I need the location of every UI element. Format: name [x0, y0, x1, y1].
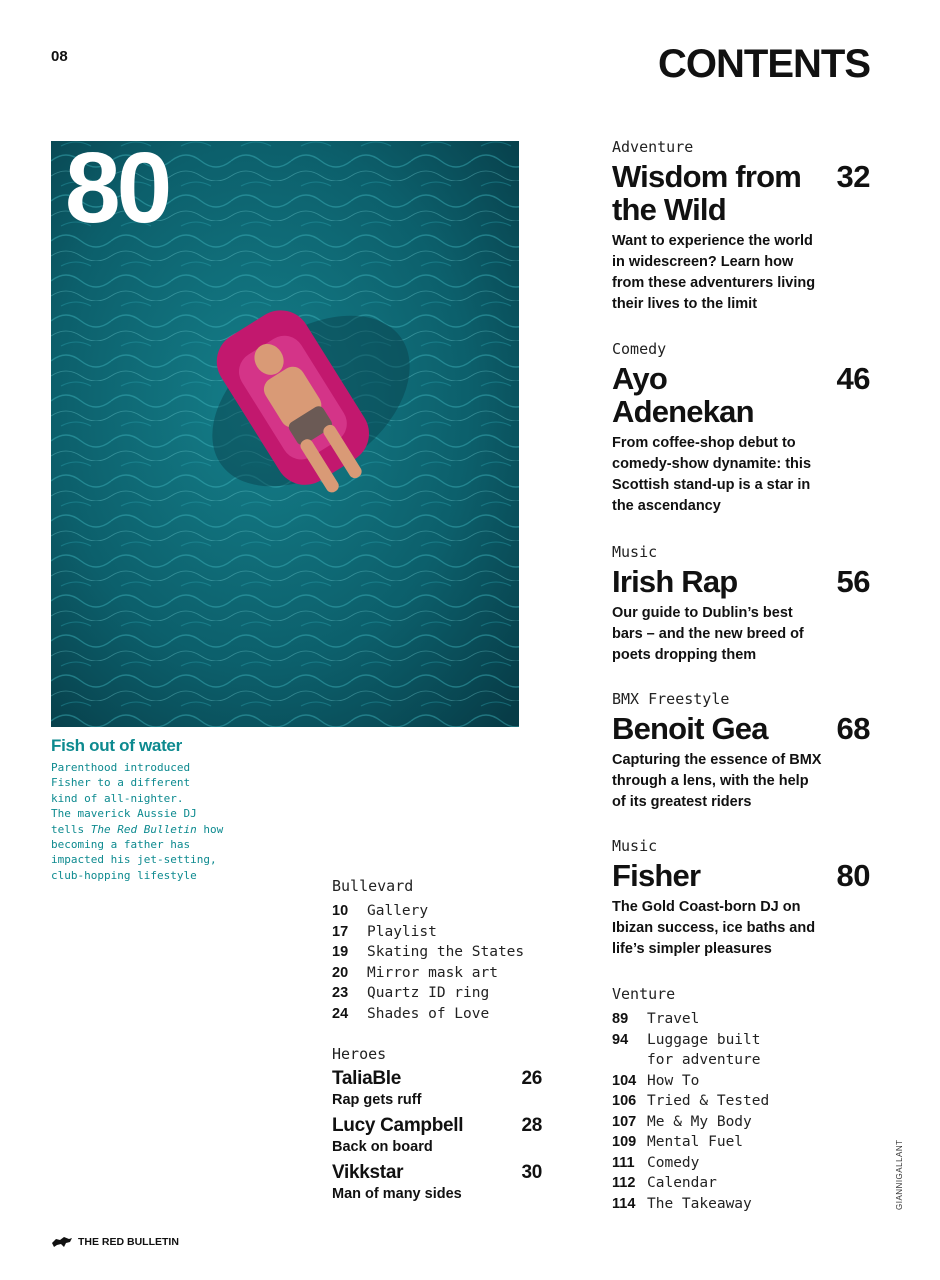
feature-category: Music — [612, 543, 658, 561]
venture-section — [612, 985, 862, 1214]
list-num: 112 — [612, 1175, 636, 1191]
list-label: Skating the States — [367, 944, 525, 960]
feature-2[interactable] — [612, 543, 870, 666]
list-item[interactable] — [612, 1009, 862, 1030]
hero-item[interactable] — [332, 1162, 542, 1204]
hero-sub: Back on board — [332, 1139, 433, 1155]
list-item[interactable] — [332, 983, 542, 1004]
list-label: Gallery — [367, 903, 429, 919]
list-label: Comedy — [647, 1154, 700, 1171]
feature-page: 46 — [836, 361, 870, 396]
list-num: 94 — [612, 1031, 629, 1048]
lead-caption-post: how becoming a father has impacted his jet-setting, club-hopping lifestyle — [51, 822, 224, 882]
list-label: Tried & Tested — [647, 1093, 770, 1109]
feature-category: Comedy — [612, 340, 667, 358]
list-num: 114 — [612, 1195, 636, 1212]
list-label: Luggage built for adventure — [647, 1031, 761, 1068]
feature-title: Ayo Adenekan — [612, 361, 754, 429]
hero-name: Lucy Campbell — [332, 1115, 464, 1136]
list-num: 20 — [332, 964, 349, 981]
lead-page-number: 80 — [65, 141, 169, 244]
bullevard-heading: Bullevard — [332, 877, 414, 895]
feature-page: 32 — [836, 159, 870, 194]
list-label: Me & My Body — [647, 1113, 752, 1130]
lead-caption-pre: Parenthood introduced Fisher to a different kind of all-nighter. The maverick Aussie DJ tells — [51, 761, 197, 836]
list-item[interactable] — [332, 922, 542, 943]
feature-desc: From coffee-shop debut to comedy-show dynamite: this Scottish stand-up is a star in the ascendancy — [612, 435, 812, 514]
list-num: 89 — [612, 1011, 629, 1027]
list-num: 24 — [332, 1005, 349, 1022]
feature-category: BMX Freestyle — [612, 690, 730, 708]
lead-photo — [51, 141, 519, 727]
feature-title: Wisdom from the Wild — [612, 159, 801, 227]
hero-sub: Rap gets ruff — [332, 1092, 422, 1108]
feature-title: Benoit Gea — [612, 711, 768, 746]
page-title: CONTENTS — [658, 42, 870, 86]
feature-desc: Our guide to Dublin’s best bars – and the new breed of poets dropping them — [612, 605, 804, 663]
list-num: 19 — [332, 944, 349, 960]
feature-1[interactable] — [612, 340, 870, 517]
hero-item[interactable] — [332, 1115, 542, 1157]
hero-page: 26 — [521, 1068, 542, 1089]
list-label: How To — [647, 1072, 700, 1089]
feature-category: Adventure — [612, 138, 694, 156]
feature-page: 56 — [836, 564, 870, 599]
list-num: 10 — [332, 903, 349, 919]
hero-page: 30 — [521, 1162, 542, 1183]
list-item[interactable] — [332, 942, 542, 963]
hero-name: Vikkstar — [332, 1162, 404, 1183]
list-item[interactable] — [612, 1153, 862, 1174]
list-item[interactable] — [332, 963, 542, 984]
list-label: Shades of Love — [367, 1005, 490, 1022]
list-item[interactable] — [332, 1004, 542, 1025]
lead-caption-title: Fish out of water — [51, 736, 182, 755]
page-number: 08 — [51, 48, 68, 65]
list-item[interactable] — [612, 1112, 862, 1133]
list-label: Mental Fuel — [647, 1134, 744, 1150]
hero-sub: Man of many sides — [332, 1186, 462, 1202]
feature-3[interactable] — [612, 690, 870, 813]
list-item[interactable] — [612, 1173, 862, 1194]
list-num: 104 — [612, 1072, 637, 1089]
list-num: 23 — [332, 985, 349, 1001]
feature-page: 80 — [836, 858, 870, 893]
list-item[interactable] — [612, 1194, 862, 1215]
list-num: 17 — [332, 923, 349, 940]
list-label: The Takeaway — [647, 1195, 752, 1212]
list-label: Quartz ID ring — [367, 985, 490, 1001]
list-label: Calendar — [647, 1175, 717, 1191]
heroes-section — [332, 1045, 542, 1204]
list-num: 111 — [612, 1154, 635, 1171]
hero-name: TaliaBle — [332, 1068, 402, 1089]
hero-page: 28 — [521, 1115, 542, 1136]
hero-item[interactable] — [332, 1068, 542, 1110]
bull-logo-icon — [51, 1236, 73, 1248]
feature-category: Music — [612, 837, 658, 855]
bullevard-section — [332, 877, 542, 1024]
lead-caption-magazine: The Red Bulletin — [90, 822, 197, 836]
feature-0[interactable] — [612, 138, 870, 315]
heroes-heading: Heroes — [332, 1045, 387, 1063]
brand-name: THE RED BULLETIN — [78, 1236, 179, 1248]
photo-credit-text: GIANNIGALLANT — [895, 1139, 904, 1210]
feature-desc: Capturing the essence of BMX through a lens, with the help of its greatest riders — [612, 752, 822, 810]
list-label: Playlist — [367, 923, 437, 940]
feature-title: Irish Rap — [612, 564, 738, 599]
photo-credit — [895, 1130, 915, 1210]
list-item[interactable] — [612, 1091, 862, 1112]
list-item[interactable] — [612, 1132, 862, 1153]
venture-heading: Venture — [612, 985, 676, 1003]
list-label: Travel — [647, 1011, 700, 1027]
feature-title: Fisher — [612, 858, 701, 893]
feature-page: 68 — [836, 711, 870, 746]
list-num: 106 — [612, 1093, 637, 1109]
brand-footer — [51, 1236, 179, 1248]
list-item[interactable] — [332, 901, 542, 922]
feature-desc: Want to experience the world in widescreen? Learn how from these adventurers living their lives to the limit — [612, 233, 816, 312]
list-num: 109 — [612, 1134, 637, 1150]
feature-desc: The Gold Coast-born DJ on Ibizan success, ice baths and life’s simpler pleasures — [612, 899, 816, 957]
list-num: 107 — [612, 1113, 637, 1130]
list-item[interactable] — [612, 1071, 862, 1092]
list-item[interactable] — [612, 1030, 862, 1071]
lead-caption-body — [51, 760, 241, 883]
feature-4[interactable] — [612, 837, 870, 960]
list-label: Mirror mask art — [367, 964, 498, 981]
